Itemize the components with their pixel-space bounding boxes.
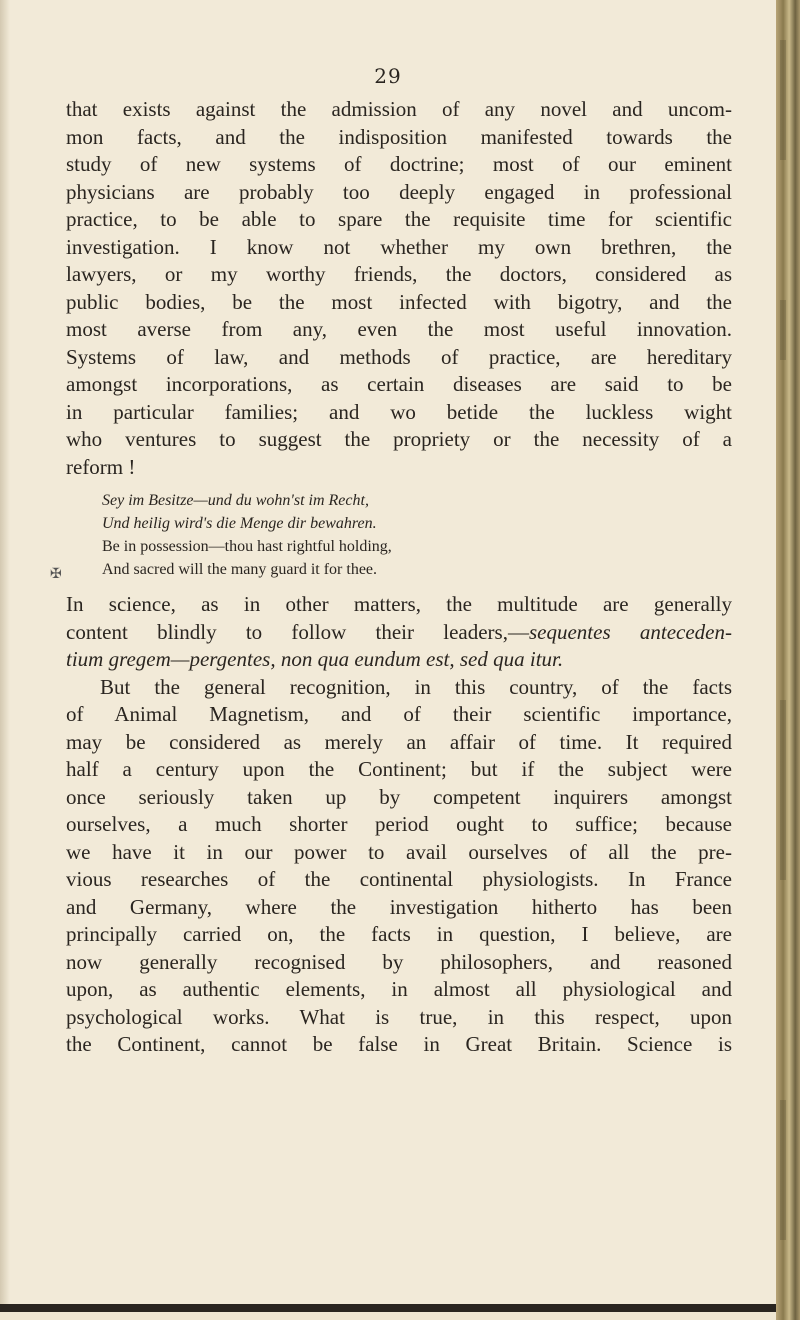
- text-line: may be considered as merely an affair of time. It required: [66, 729, 732, 754]
- page-number: 29: [374, 64, 402, 88]
- text-line: lawyers, or my worthy friends, the doctors, considered as: [66, 262, 732, 286]
- verse-english-line: And sacred will the many guard it for thee.: [102, 561, 378, 578]
- verse-german-line: Und heilig wird's die Menge dir bewahren.: [102, 515, 377, 532]
- latin-quote: sequentes anteceden-: [528, 619, 732, 644]
- text-line: now generally recognised by philosophers, and reasoned: [66, 949, 732, 974]
- margin-mark: ✠: [50, 566, 62, 582]
- book-spine-edge: [776, 0, 800, 1320]
- text-line: principally carried on, the facts in question, I believe, are: [66, 922, 732, 946]
- text-line: once seriously taken up by competent inquirers amongst: [66, 784, 732, 809]
- verse-german-line: Sey im Besitze—und du wohn'st im Recht,: [102, 492, 369, 509]
- page-gutter-shadow: [0, 0, 10, 1312]
- text-line: and Germany, where the investigation hitherto has been: [66, 894, 732, 919]
- verse-english-line: Be in possession—thou hast rightful holding,: [102, 538, 392, 555]
- latin-quote: tium gregem—pergentes, non qua eundum est, sed qua itur.: [66, 647, 564, 671]
- text-line: In science, as in other matters, the multitude are generally: [66, 592, 732, 616]
- text-line: Systems of law, and methods of practice, are hereditary: [66, 344, 732, 369]
- edge-shade: [780, 40, 786, 160]
- text-line: vious researches of the continental physiologists. In France: [66, 867, 732, 891]
- text-fragment: content blindly to follow their leaders,—: [66, 619, 529, 644]
- text-line: psychological works. What is true, in this respect, upon: [66, 1004, 732, 1029]
- text-line: who ventures to suggest the propriety or the necessity of a: [66, 427, 732, 451]
- text-line: amongst incorporations, as certain diseases are said to be: [66, 372, 732, 396]
- edge-shade: [780, 1100, 786, 1240]
- edge-shade: [780, 700, 786, 880]
- text-line: the Continent, cannot be false in Great Britain. Science is: [66, 1032, 732, 1056]
- page-bottom-edge: [0, 1304, 776, 1312]
- text-line: reform !: [66, 454, 136, 479]
- text-line: physicians are probably too deeply engaged in professional: [66, 179, 732, 204]
- text-line: half a century upon the Continent; but if the subject were: [66, 757, 732, 781]
- text-line: of Animal Magnetism, and of their scientific importance,: [66, 702, 732, 726]
- text-line: that exists against the admission of any novel and uncom-: [66, 97, 732, 121]
- verse-quotation: [102, 489, 732, 581]
- text-line: in particular families; and wo betide the luckless wight: [66, 399, 732, 424]
- text-line: ourselves, a much shorter period ought to suffice; because: [66, 812, 732, 836]
- text-line: public bodies, be the most infected with bigotry, and the: [66, 289, 732, 314]
- text-line: most averse from any, even the most useful innovation.: [66, 317, 732, 341]
- text-line: study of new systems of doctrine; most of our eminent: [66, 152, 732, 176]
- text-line: But the general recognition, in this country, of the facts: [100, 674, 732, 699]
- text-line: [66, 619, 732, 647]
- edge-shade: [780, 300, 786, 360]
- text-line: [66, 646, 732, 674]
- text-line: mon facts, and the indisposition manifested towards the: [66, 124, 732, 149]
- text-line: practice, to be able to spare the requisite time for scientific: [66, 207, 732, 231]
- body-text: [66, 96, 732, 1059]
- text-line: upon, as authentic elements, in almost all physiological and: [66, 977, 732, 1001]
- text-line: investigation. I know not whether my own brethren, the: [66, 234, 732, 259]
- text-line: we have it in our power to avail ourselves of all the pre-: [66, 839, 732, 864]
